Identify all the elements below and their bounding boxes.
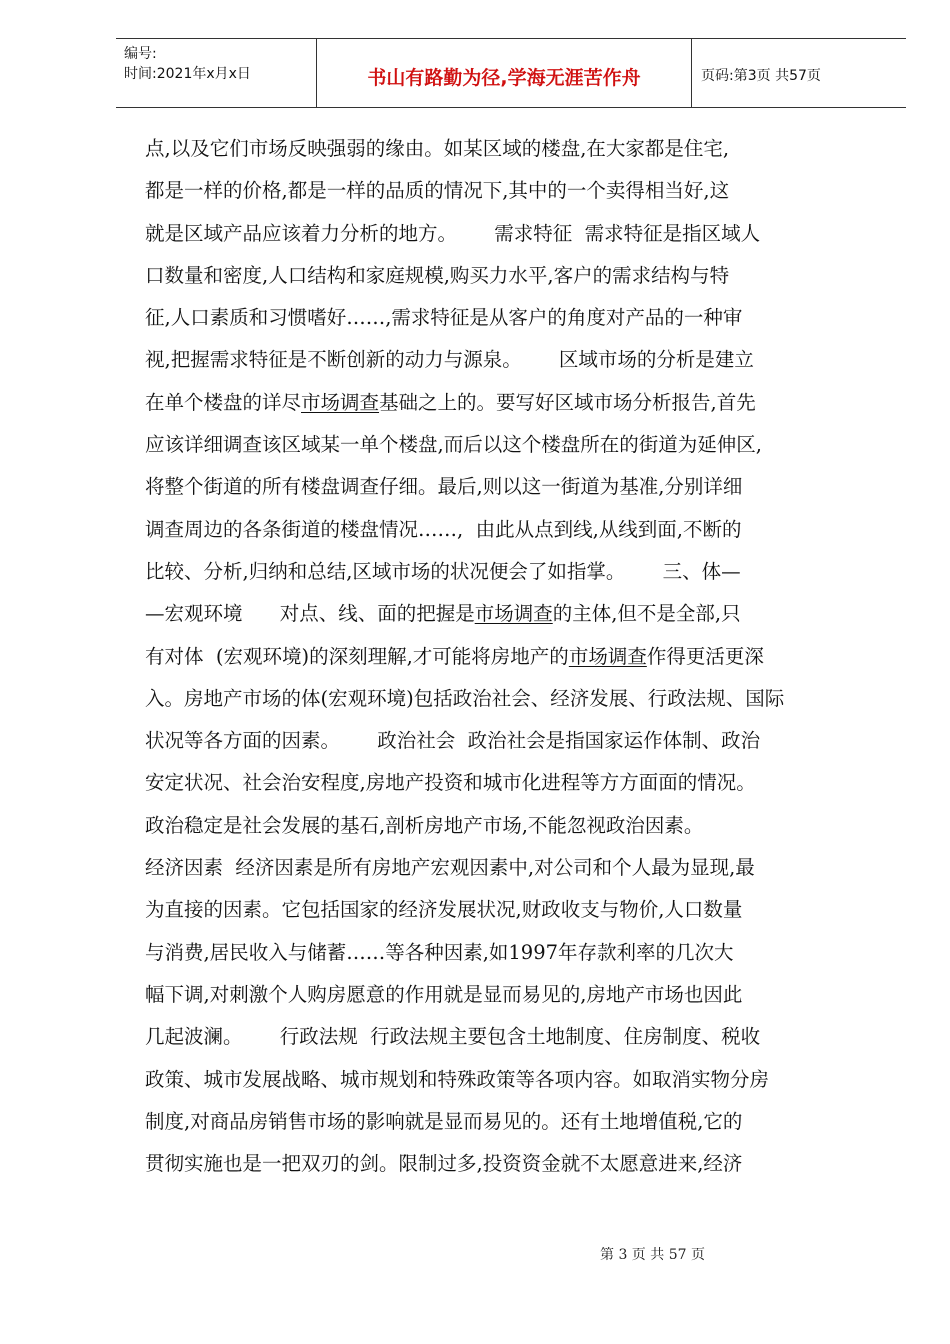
page-footer: 第 3 页 共 57 页 [600, 1247, 705, 1263]
text-segment: 制度,对商品房销售市场的影响就是显而易见的。还有土地增值税,它的 [145, 1109, 743, 1133]
market-research-link[interactable]: 市场调查 [474, 602, 553, 626]
text-line [145, 297, 880, 339]
text-segment: 有对体 (宏观环境)的深刻理解,才可能将房地产的 [145, 644, 569, 668]
market-research-link[interactable]: 市场调查 [568, 644, 647, 668]
text-line [145, 213, 880, 255]
text-segment: 为直接的因素。它包括国家的经济发展状况,财政收支与物价,人口数量 [145, 898, 743, 922]
text-line [145, 593, 880, 635]
text-line [145, 805, 880, 847]
text-segment: 将整个街道的所有楼盘调查仔细。最后,则以这一街道为基准,分别详细 [145, 475, 743, 499]
text-segment: 就是区域产品应该着力分析的地方。 需求特征 需求特征是指区域人 [145, 221, 761, 245]
header-motto: 书山有路勤为径,学海无涯苦作舟 [367, 67, 641, 89]
text-line [145, 424, 880, 466]
text-line [145, 762, 880, 804]
text-segment: 比较、分析,归纳和总结,区域市场的状况便会了如指掌。 三、体— [145, 559, 741, 583]
text-line [145, 974, 880, 1016]
text-segment: 安定状况、社会治安程度,房地产投资和城市化进程等方方面面的情况。 [145, 771, 756, 795]
text-segment: 与消费,居民收入与储蓄……等各种因素,如1997年存款利率的几次大 [145, 940, 734, 964]
text-segment: 调查周边的各条街道的楼盘情况……, 由此从点到线,从线到面,不断的 [145, 517, 742, 541]
text-segment: 的主体,但不是全部,只 [552, 602, 741, 626]
text-line [145, 1143, 880, 1185]
text-line [145, 720, 880, 762]
text-segment: 入。房地产市场的体(宏观环境)包括政治社会、经济发展、行政法规、国际 [145, 686, 785, 710]
text-segment: 点,以及它们市场反映强弱的缘由。如某区域的楼盘,在大家都是住宅, [145, 137, 730, 160]
text-line [145, 1101, 880, 1143]
text-line [145, 509, 880, 551]
document-time-label: 时间:2021年x月x日 [124, 66, 251, 82]
text-segment: 口数量和密度,人口结构和家庭规模,购买力水平,客户的需求结构与特 [145, 263, 730, 287]
text-segment: 政策、城市发展战略、城市规划和特殊政策等各项内容。如取消实物分房 [145, 1067, 770, 1091]
text-segment: 在单个楼盘的详尽 [145, 390, 302, 414]
document-number-label: 编号: [124, 46, 157, 62]
text-segment: 征,人口素质和习惯嗜好……,需求特征是从客户的角度对产品的一种审 [145, 306, 743, 330]
text-line [145, 636, 880, 678]
text-segment: 幅下调,对刺激个人购房愿意的作用就是显而易见的,房地产市场也因此 [145, 982, 743, 1006]
text-segment: 视,把握需求特征是不断创新的动力与源泉。 区域市场的分析是建立 [145, 348, 754, 372]
document-body [145, 128, 880, 1185]
text-segment: 基础之上的。要写好区域市场分析报告,首先 [379, 390, 756, 414]
text-segment: 经济因素 经济因素是所有房地产宏观因素中,对公司和个人最为显现,最 [145, 856, 755, 880]
text-line [145, 1016, 880, 1058]
text-line [145, 382, 880, 424]
text-line [145, 889, 880, 931]
text-line [145, 466, 880, 508]
text-segment: 几起波澜。 行政法规 行政法规主要包含土地制度、住房制度、税收 [145, 1025, 761, 1049]
header-meta-cell [116, 39, 316, 107]
text-segment: 都是一样的价格,都是一样的品质的情况下,其中的一个卖得相当好,这 [145, 179, 730, 203]
text-segment: 应该详细调查该区域某一单个楼盘,而后以这个楼盘所在的街道为延伸区, [145, 433, 762, 457]
header-table [116, 38, 906, 108]
text-segment: 状况等各方面的因素。 政治社会 政治社会是指国家运作体制、政治 [145, 729, 761, 753]
text-line [145, 678, 880, 720]
text-line [145, 170, 880, 212]
text-line [145, 339, 880, 381]
text-line [145, 932, 880, 974]
text-segment: 作得更活更深 [646, 644, 764, 668]
text-line [145, 847, 880, 889]
header-motto-cell [316, 39, 692, 107]
text-line [145, 1059, 880, 1101]
text-line [145, 255, 880, 297]
header-page-cell [691, 39, 906, 107]
text-line [145, 551, 880, 593]
header-page-code: 页码:第3页 共57页 [701, 68, 821, 84]
market-research-link[interactable]: 市场调查 [301, 390, 380, 414]
text-line [145, 128, 880, 170]
text-segment: —宏观环境 对点、线、面的把握是 [145, 602, 475, 626]
text-segment: 贯彻实施也是一把双刃的剑。限制过多,投资资金就不太愿意进来,经济 [145, 1152, 743, 1176]
text-segment: 政治稳定是社会发展的基石,剖析房地产市场,不能忽视政治因素。 [145, 813, 704, 837]
